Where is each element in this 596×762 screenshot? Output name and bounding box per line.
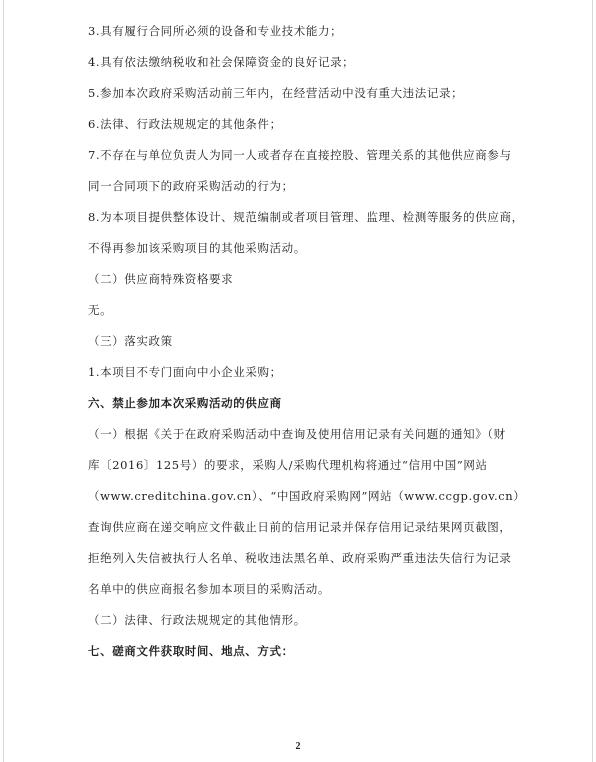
paragraph-item-6: 6.法律、行政法规规定的其他条件；: [88, 117, 282, 131]
section-heading-7: 七、磋商文件获取时间、地点、方式：: [88, 644, 294, 658]
document-body: [88, 22, 528, 673]
paragraph-item-8-line-2: 不得再参加该采购项目的其他采购活动。: [88, 241, 306, 255]
paragraph-credit-line-6: 名单中的供应商报名参加本项目的采购活动。: [88, 582, 330, 596]
paragraph-none: 无。: [88, 303, 113, 317]
paragraph-credit-line-2: 库〔2016〕125号）的要求，采购人/采购代理机构将通过“信用中国”网站: [88, 458, 488, 472]
section-heading-6: 六、禁止参加本次采购活动的供应商: [88, 396, 282, 410]
paragraph-credit-line-4: 查询供应商在递交响应文件截止日前的信用记录并保存信用记录结果网页截图，: [88, 520, 512, 534]
subheading-policy: （三）落实政策: [88, 334, 173, 348]
paragraph-item-5: 5.参加本次政府采购活动前三年内，在经营活动中没有重大违法记录；: [88, 86, 464, 100]
paragraph-item-4: 4.具有依法缴纳税收和社会保障资金的良好记录；: [88, 55, 355, 69]
paragraph-credit-line-1: （一）根据《关于在政府采购活动中查询及使用信用记录有关问题的通知》（财: [88, 427, 506, 441]
paragraph-item-3: 3.具有履行合同所必须的设备和专业技术能力；: [88, 24, 343, 38]
page-number: 2: [295, 741, 301, 752]
paragraph-credit-line-5: 拒绝列入失信被执行人名单、税收违法黑名单、政府采购严重违法失信行为记录: [88, 551, 512, 565]
paragraph-credit-line-3: （www.creditchina.gov.cn）、“中国政府采购网”网站（www.ccgp.gov.cn）: [88, 489, 526, 503]
page-right-edge: [592, 0, 593, 762]
paragraph-other-cases: （二）法律、行政法规规定的其他情形。: [88, 613, 306, 627]
paragraph-item-7-line-2: 同一合同项下的政府采购活动的行为；: [88, 179, 294, 193]
paragraph-item-8-line-1: 8.为本项目提供整体设计、规范编制或者项目管理、监理、检测等服务的供应商，: [88, 210, 524, 224]
paragraph-item-7-line-1: 7.不存在与单位负责人为同一人或者存在直接控股、管理关系的其他供应商参与: [88, 148, 512, 162]
page-left-edge: [3, 0, 4, 762]
subheading-special-qualifications: （二）供应商特殊资格要求: [88, 272, 234, 286]
paragraph-policy-item-1: 1.本项目不专门面向中小企业采购；: [88, 365, 282, 379]
